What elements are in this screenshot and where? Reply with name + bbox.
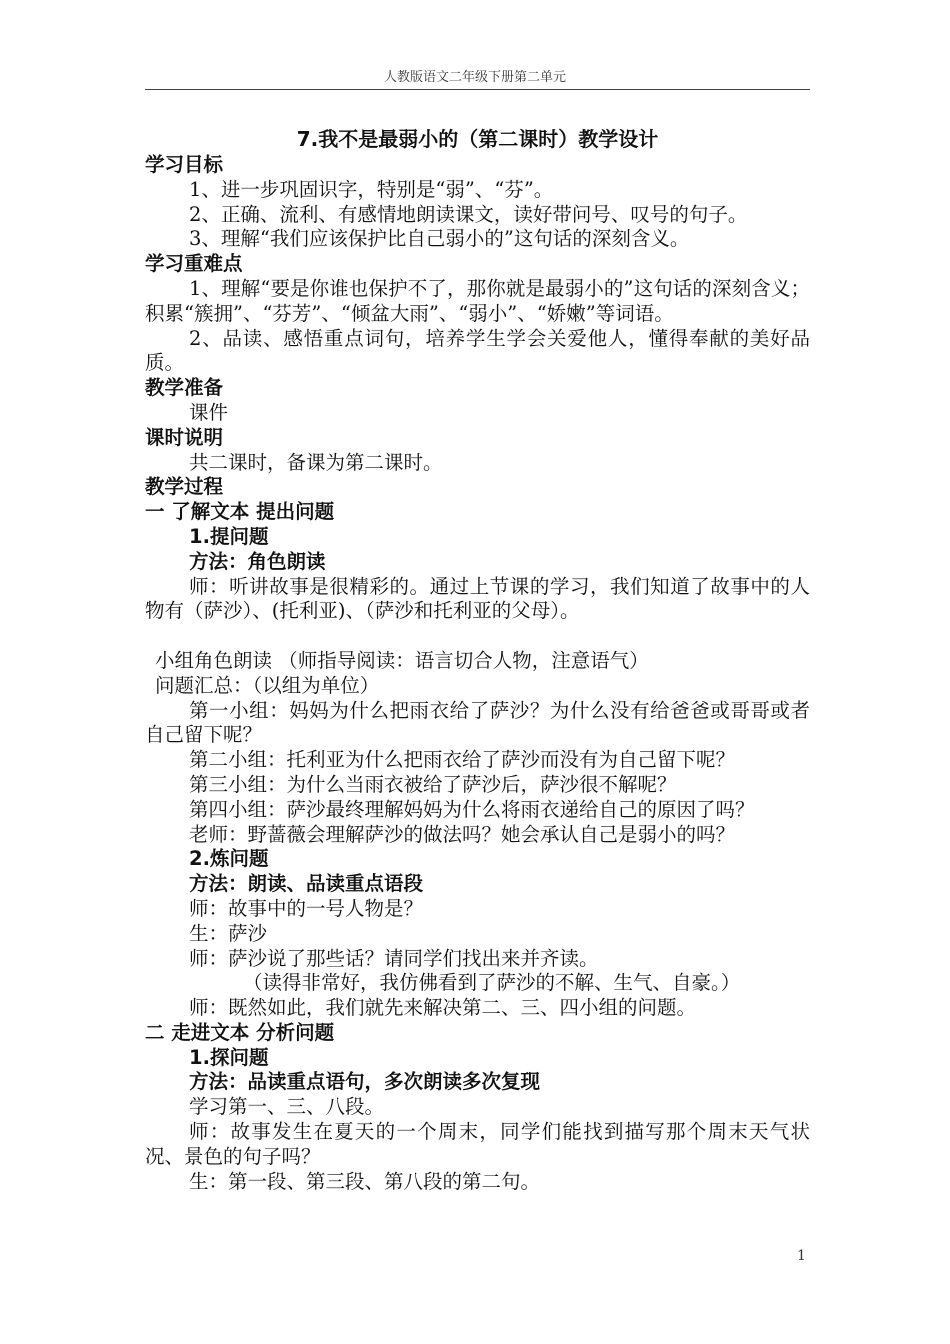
goal-item-2: 2、正确、流利、有感情地朗读课文，读好带问号、叹号的句子。 [189,202,748,226]
group-1-question: 第一小组：妈妈为什么把雨衣给了萨沙？为什么没有给爸爸或哥哥或者自己留下呢？ [145,698,810,747]
teacher-intro-paragraph: 师：听讲故事是很精彩的。通过上节课的学习，我们知道了故事中的人物有（萨沙）、(托利亚)、（萨沙和托利亚的父母）。 [145,574,810,623]
group-4-question: 第四小组：萨沙最终理解妈妈为什么将雨衣递给自己的原因了吗？ [189,797,755,821]
subheading-explore-question: 1.探问题 [189,1045,269,1069]
subheading-refine-question: 2.炼问题 [189,847,269,871]
blank-line [145,624,810,649]
page-header: 人教版语文二年级下册第二单元 [383,70,566,85]
key-point-2: 2、品读、感悟重点词句，培养学生学会关爱他人，懂得奉献的美好品质。 [145,326,810,375]
key-point-1: 1、理解“要是你谁也保护不了，那你就是最弱小的”这句话的深刻含义；积累“簇拥”、“芬芳”、“倾盆大雨”、“弱小”、“娇嫩”等词语。 [145,276,810,325]
dialogue-line-3: 师：萨沙说了那些话？请同学们找出来并齐读。 [189,946,599,970]
study-paragraphs-line: 学习第一、三、八段。 [189,1095,385,1119]
teacher-weather-question: 师：故事发生在夏天的一个周末，同学们能找到描写那个周末天气状况、景色的句子吗？ [145,1120,810,1168]
header-rule [145,89,810,90]
section-heading-key-points: 学习重难点 [145,252,243,276]
section-heading-preparation: 教学准备 [145,376,224,400]
part-heading-1: 一 了解文本 提出问题 [145,500,335,524]
page-number: 1 [797,1248,806,1264]
question-summary-line: 问题汇总：（以组为单位） [155,673,380,697]
dialogue-line-2: 生：萨沙 [189,921,268,945]
preparation-text: 课件 [189,400,229,424]
document-body [145,125,810,1194]
section-heading-goals: 学习目标 [145,153,224,176]
group-reading-line: 小组角色朗读 （师指导阅读：语言切合人物，注意语气） [155,648,649,672]
section-heading-process: 教学过程 [145,475,224,499]
student-answer-line: 生：第一段、第三段、第八段的第二句。 [189,1169,541,1193]
method-key-passage-reading: 方法：朗读、品读重点语段 [189,872,424,896]
group-2-question: 第二小组：托利亚为什么把雨衣给了萨沙而没有为自己留下呢？ [189,748,736,772]
part-heading-2: 二 走进文本 分析问题 [145,1020,335,1044]
subheading-ask-question: 1.提问题 [189,524,269,548]
section-heading-lesson-note: 课时说明 [145,425,224,449]
document-title: 7.我不是最弱小的（第二课时）教学设计 [296,127,659,151]
dialogue-line-5: 师：既然如此，我们就先来解决第二、三、四小组的问题。 [189,996,697,1020]
dialogue-line-4: （读得非常好，我仿佛看到了萨沙的不解、生气、自豪。） [243,971,741,995]
goal-item-1: 1、进一步巩固识字，特别是“弱”、“芬”。 [189,177,554,201]
group-3-question: 第三小组：为什么当雨衣被给了萨沙后，萨沙很不解呢？ [189,772,677,796]
dialogue-line-1: 师：故事中的一号人物是？ [189,896,424,920]
goal-item-3: 3、理解“我们应该保护比自己弱小的”这句话的深刻含义。 [189,227,690,251]
method-role-reading: 方法：角色朗读 [189,549,326,573]
method-key-sentence-reading: 方法：品读重点语句，多次朗读多次复现 [189,1070,541,1094]
lesson-note-text: 共二课时，备课为第二课时。 [189,450,443,474]
teacher-question-line: 老师：野蔷薇会理解萨沙的做法吗？她会承认自己是弱小的吗？ [189,822,736,846]
